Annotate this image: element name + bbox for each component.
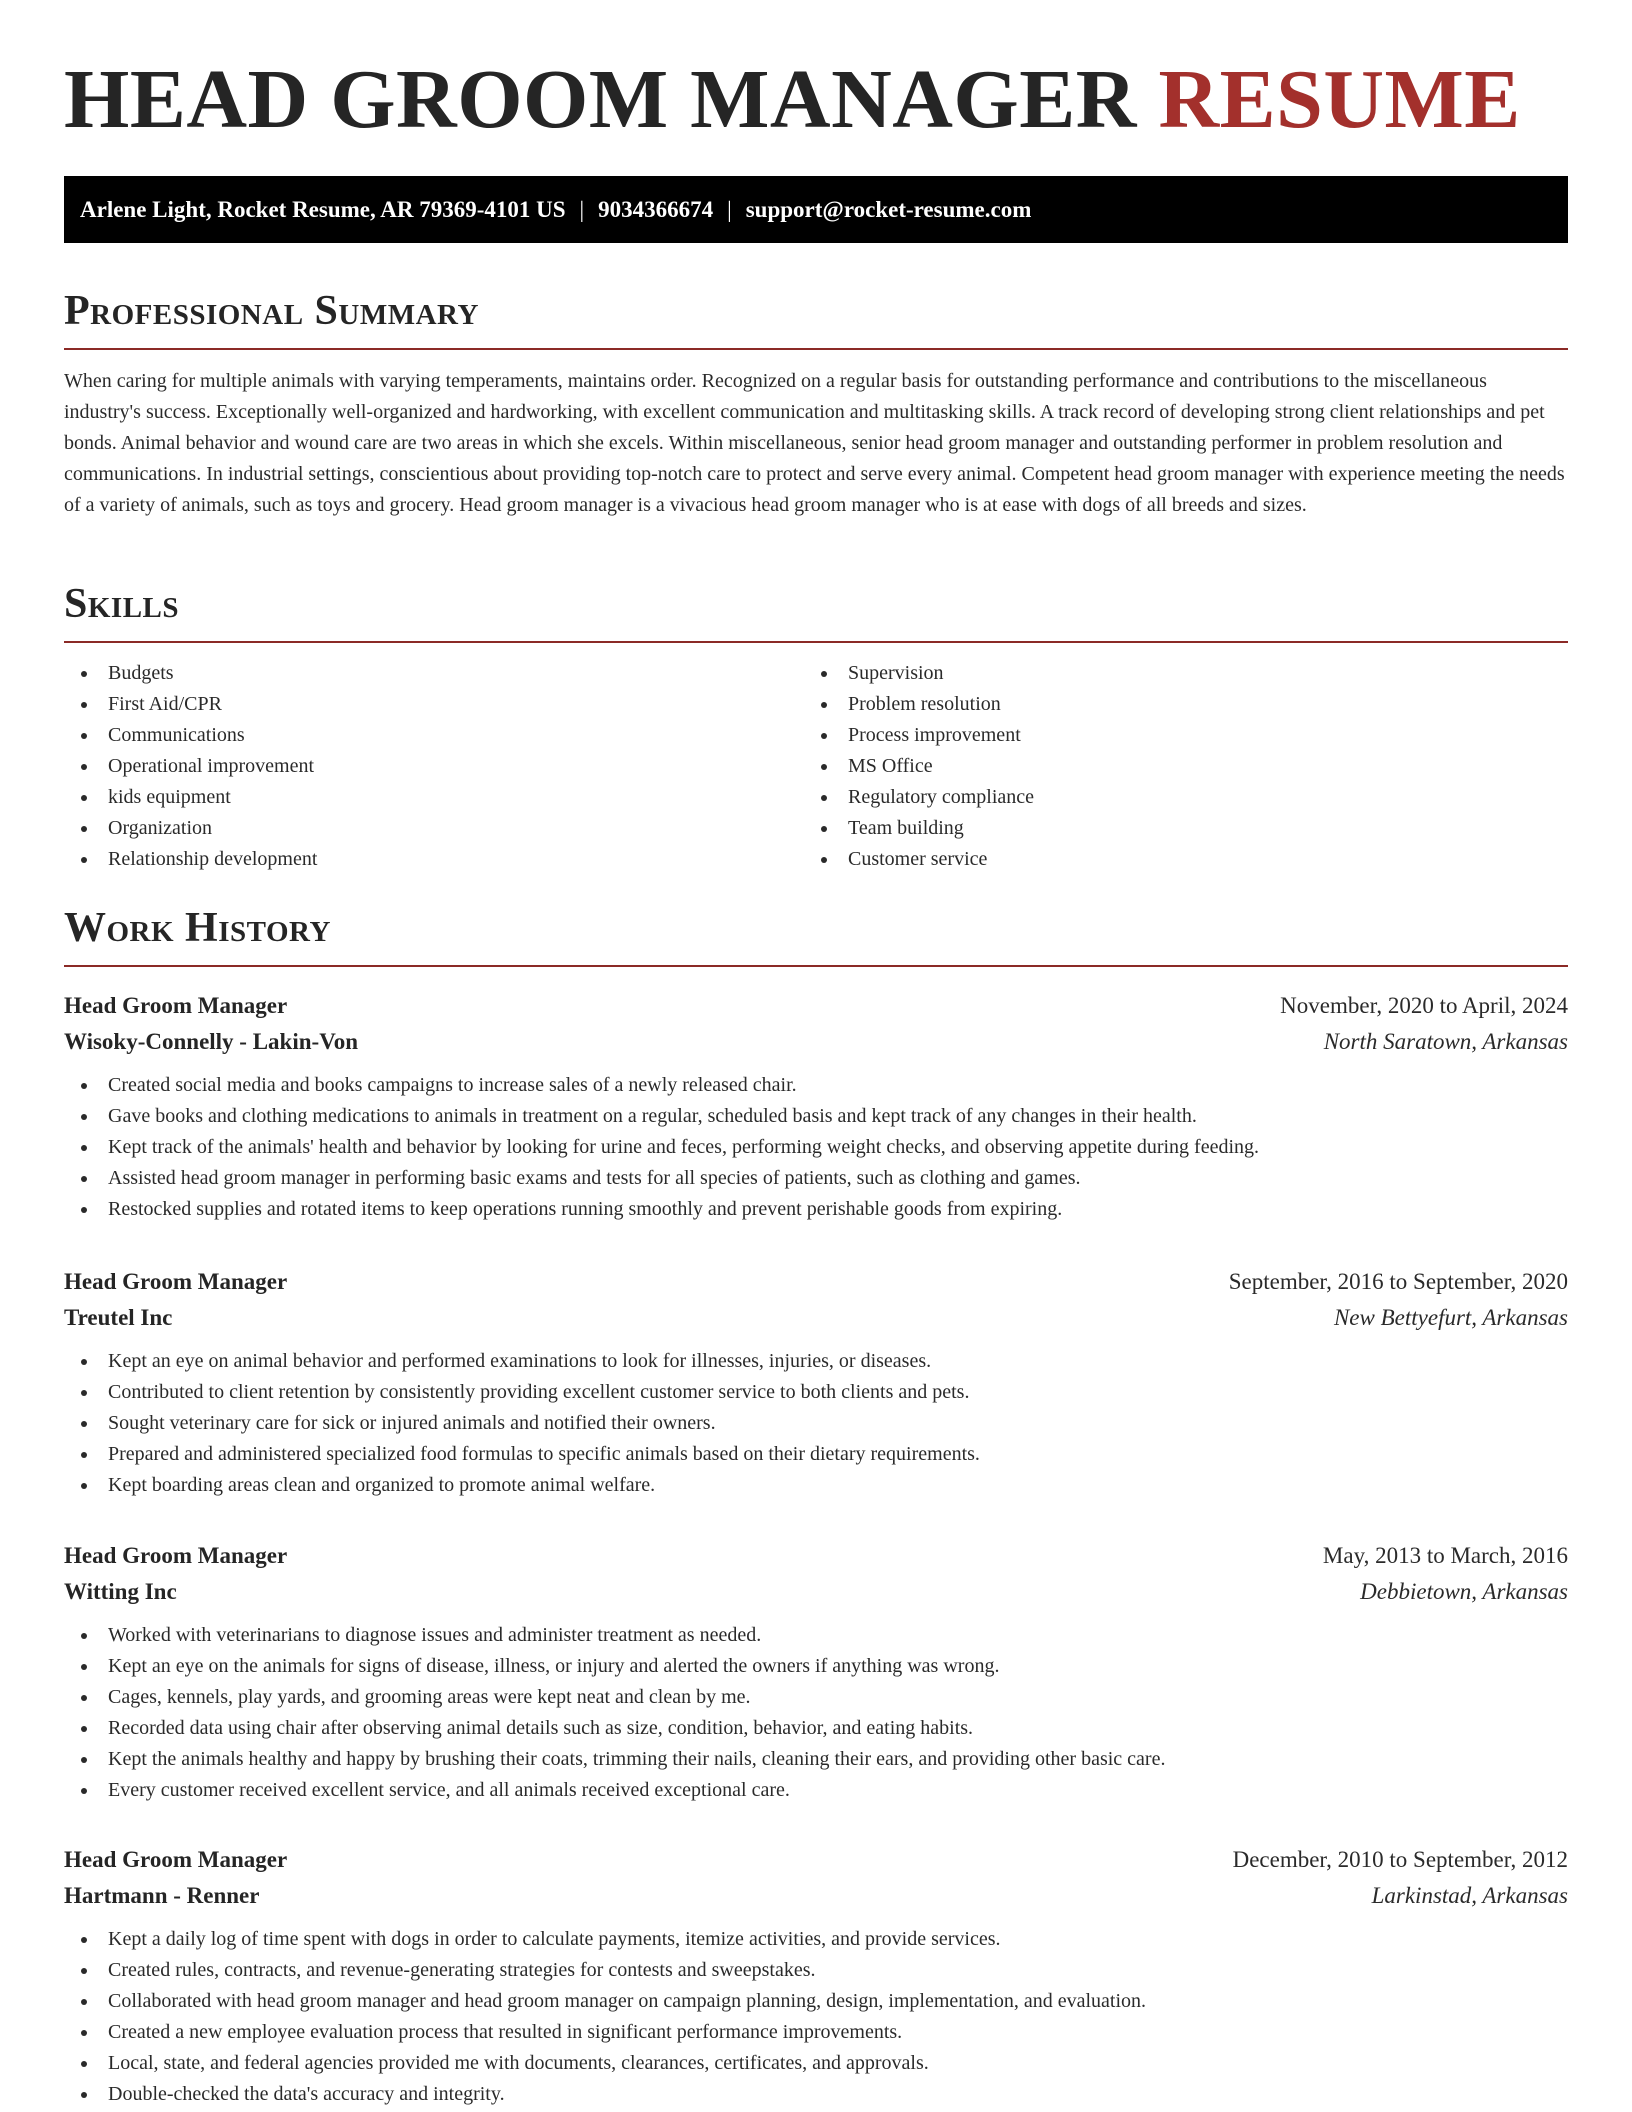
job-duty: Kept an eye on animal behavior and performed examinations to look for illnesses, injuries, or diseases. bbox=[64, 1346, 1568, 1377]
job-location: New Bettyefurt, Arkansas bbox=[1333, 1305, 1568, 1330]
skill-item: MS Office bbox=[804, 751, 1544, 782]
job-header bbox=[64, 988, 1568, 1024]
title-main: HEAD GROOM MANAGER bbox=[64, 53, 1137, 146]
work-heading: Work History bbox=[64, 905, 331, 951]
summary-heading: Professional Summary bbox=[64, 288, 479, 334]
skill-item: Organization bbox=[64, 813, 804, 844]
summary-divider bbox=[64, 348, 1568, 350]
job-subheader bbox=[64, 1300, 1568, 1336]
contact-separator: | bbox=[727, 197, 732, 222]
job-duty: Kept an eye on the animals for signs of disease, illness, or injury and alerted the owners if anything was wrong. bbox=[64, 1651, 1568, 1682]
job-duty: Worked with veterinarians to diagnose issues and administer treatment as needed. bbox=[64, 1620, 1568, 1651]
skill-item: Communications bbox=[64, 720, 804, 751]
job-company: Hartmann - Renner bbox=[64, 1883, 260, 1908]
job-duties bbox=[64, 1346, 1568, 1501]
job-entry bbox=[64, 988, 1568, 1225]
job-company: Witting Inc bbox=[64, 1579, 177, 1604]
skills-column-left bbox=[64, 658, 804, 875]
job-duty: Kept a daily log of time spent with dogs in order to calculate payments, itemize activities, and provide services. bbox=[64, 1924, 1568, 1955]
job-duty: Local, state, and federal agencies provided me with documents, clearances, certificates, and approvals. bbox=[64, 2048, 1568, 2079]
skill-item: First Aid/CPR bbox=[64, 689, 804, 720]
job-duty: Double-checked the data's accuracy and integrity. bbox=[64, 2079, 1568, 2110]
title-accent: RESUME bbox=[1158, 53, 1521, 146]
skills-list bbox=[64, 658, 1568, 875]
job-duty: Collaborated with head groom manager and head groom manager on campaign planning, design, implementation, and evaluation. bbox=[64, 1986, 1568, 2017]
contact-email: support@rocket-resume.com bbox=[745, 197, 1032, 222]
job-entry bbox=[64, 1264, 1568, 1501]
skill-item: Customer service bbox=[804, 844, 1544, 875]
job-company: Treutel Inc bbox=[64, 1305, 173, 1330]
resume-title bbox=[64, 0, 1568, 144]
job-entry bbox=[64, 1842, 1568, 2110]
contact-separator: | bbox=[579, 197, 585, 222]
job-duty: Sought veterinary care for sick or injured animals and notified their owners. bbox=[64, 1408, 1568, 1439]
job-location: Larkinstad, Arkansas bbox=[1371, 1883, 1568, 1908]
skill-item: Operational improvement bbox=[64, 751, 804, 782]
job-location: Debbietown, Arkansas bbox=[1360, 1579, 1568, 1604]
job-duty: Gave books and clothing medications to animals in treatment on a regular, scheduled basis and kept track of any changes in their health. bbox=[64, 1101, 1568, 1132]
summary-text: When caring for multiple animals with varying temperaments, maintains order. Recognized on a regular basis for outstanding performance and contributions to the miscellaneous industry's success. Exceptionally well-organized and hardworking, with excellent communication and multitasking skills. A track record of developing strong client relationships and pet bonds. Animal behavior and wound care are two areas in which she excels. Within miscellaneous, senior head groom manager and outstanding performer in problem resolution and communications. In industrial settings, conscientious about providing top-notch care to protect and serve every animal. Competent head groom manager with experience meeting the needs of a variety of animals, such as toys and grocery. Head groom manager is a vivacious head groom manager who is at ease with dogs of all breeds and sizes. bbox=[64, 370, 1565, 516]
contact-address: Arlene Light, Rocket Resume, AR 79369-4101 US bbox=[80, 197, 566, 222]
job-duty: Contributed to client retention by consistently providing excellent customer service to both clients and pets. bbox=[64, 1377, 1568, 1408]
skills-column-right bbox=[804, 658, 1544, 875]
job-subheader bbox=[64, 1024, 1568, 1060]
job-dates: December, 2010 to September, 2012 bbox=[1232, 1847, 1568, 1872]
job-header bbox=[64, 1264, 1568, 1300]
skill-item: Team building bbox=[804, 813, 1544, 844]
job-header bbox=[64, 1538, 1568, 1574]
skill-item: Problem resolution bbox=[804, 689, 1544, 720]
job-title: Head Groom Manager bbox=[64, 993, 288, 1018]
skill-item: Process improvement bbox=[804, 720, 1544, 751]
job-company: Wisoky-Connelly - Lakin-Von bbox=[64, 1029, 358, 1054]
skill-item: Relationship development bbox=[64, 844, 804, 875]
job-dates: May, 2013 to March, 2016 bbox=[1322, 1543, 1568, 1568]
job-duty: Kept the animals healthy and happy by brushing their coats, trimming their nails, cleaning their ears, and providing other basic care. bbox=[64, 1744, 1568, 1775]
job-duties bbox=[64, 1924, 1568, 2110]
job-dates: September, 2016 to September, 2020 bbox=[1228, 1269, 1568, 1294]
job-dates: November, 2020 to April, 2024 bbox=[1280, 993, 1568, 1018]
job-header bbox=[64, 1842, 1568, 1878]
skill-item: Supervision bbox=[804, 658, 1544, 689]
skill-item: kids equipment bbox=[64, 782, 804, 813]
job-title: Head Groom Manager bbox=[64, 1543, 288, 1568]
skills-divider bbox=[64, 641, 1568, 643]
job-title: Head Groom Manager bbox=[64, 1269, 288, 1294]
job-subheader bbox=[64, 1574, 1568, 1610]
job-duties bbox=[64, 1070, 1568, 1225]
job-duty: Recorded data using chair after observing animal details such as size, condition, behavior, and eating habits. bbox=[64, 1713, 1568, 1744]
job-entry bbox=[64, 1538, 1568, 1806]
job-duty: Created rules, contracts, and revenue-generating strategies for contests and sweepstakes. bbox=[64, 1955, 1568, 1986]
job-duty: Assisted head groom manager in performing basic exams and tests for all species of patients, such as clothing and games. bbox=[64, 1163, 1568, 1194]
job-duty: Kept boarding areas clean and organized to promote animal welfare. bbox=[64, 1470, 1568, 1501]
job-title: Head Groom Manager bbox=[64, 1847, 288, 1872]
job-subheader bbox=[64, 1878, 1568, 1914]
job-duty: Prepared and administered specialized food formulas to specific animals based on their dietary requirements. bbox=[64, 1439, 1568, 1470]
job-duty: Cages, kennels, play yards, and grooming areas were kept neat and clean by me. bbox=[64, 1682, 1568, 1713]
job-duty: Every customer received excellent service, and all animals received exceptional care. bbox=[64, 1775, 1568, 1806]
skills-heading: Skills bbox=[64, 581, 180, 627]
job-duty: Restocked supplies and rotated items to keep operations running smoothly and prevent perishable goods from expiring. bbox=[64, 1194, 1568, 1225]
work-divider bbox=[64, 965, 1568, 967]
job-duties bbox=[64, 1620, 1568, 1806]
skill-item: Budgets bbox=[64, 658, 804, 689]
job-location: North Saratown, Arkansas bbox=[1323, 1029, 1568, 1054]
job-duty: Created social media and books campaigns to increase sales of a newly released chair. bbox=[64, 1070, 1568, 1101]
contact-phone: 9034366674 bbox=[598, 197, 714, 222]
resume-page bbox=[64, 0, 1568, 2105]
skill-item: Regulatory compliance bbox=[804, 782, 1544, 813]
job-duty: Kept track of the animals' health and behavior by looking for urine and feces, performing weight checks, and observing appetite during feeding. bbox=[64, 1132, 1568, 1163]
job-duty: Created a new employee evaluation process that resulted in significant performance improvements. bbox=[64, 2017, 1568, 2048]
contact-bar bbox=[64, 176, 1568, 243]
